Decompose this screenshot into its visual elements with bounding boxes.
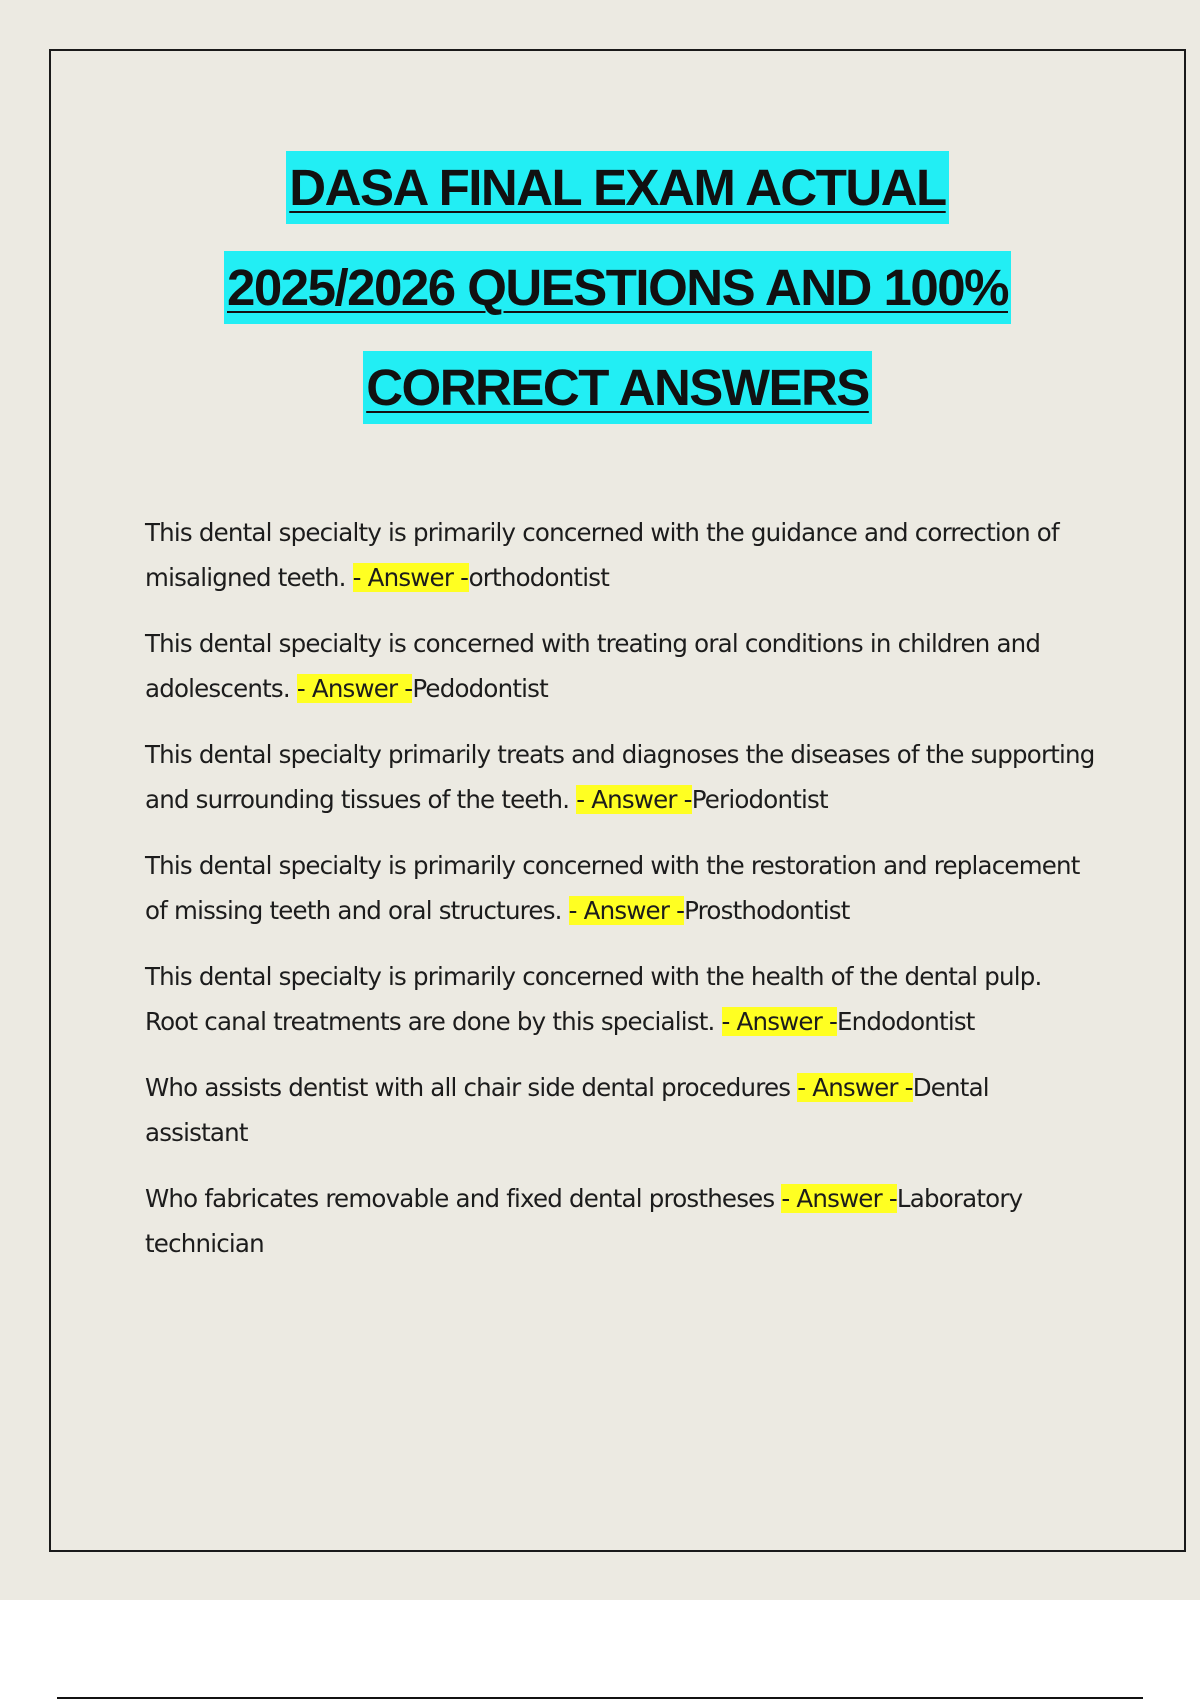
qa-item [145,510,1095,600]
answer-marker: - Answer - [576,785,692,814]
answer-text: Dental assistant [145,1073,989,1147]
answer-text: Pedodontist [412,674,548,703]
answer-text: Laboratory technician [145,1184,1023,1258]
question-text: This dental specialty is primarily concerned with the health of the dental pulp. Root canal treatments are done by this specialist. [145,962,1042,1036]
answer-text: orthodontist [468,563,610,592]
title-line-2-text: 2025/2026 QUESTIONS AND 100% [224,251,1011,324]
answer-marker: - Answer - [781,1184,897,1213]
question-text: This dental specialty primarily treats and diagnoses the diseases of the supporting and surrounding tissues of the teeth. [145,740,1095,814]
answer-marker: - Answer - [296,674,413,703]
qa-item [145,621,1095,711]
title-line-1-text: DASA FINAL EXAM ACTUAL [286,151,948,224]
qa-item [145,1176,1095,1266]
qa-item [145,954,1095,1044]
answer-marker: - Answer - [721,1007,837,1036]
question-text: This dental specialty is concerned with treating oral conditions in children and adolescents. [145,629,1041,703]
qa-item [145,732,1095,822]
question-text: Who fabricates removable and fixed dental prostheses [145,1184,782,1213]
qa-item [145,843,1095,933]
answer-marker: - Answer - [352,563,469,592]
answer-text: Endodontist [837,1007,975,1036]
document-title [49,138,1186,438]
footer-divider [57,1697,1143,1699]
title-line-3-text: CORRECT ANSWERS [363,351,872,424]
title-line-3 [49,338,1186,438]
answer-text: Prosthodontist [684,896,850,925]
answer-marker: - Answer - [797,1073,913,1102]
question-text: This dental specialty is primarily concerned with the guidance and correction of misaligned teeth. [145,518,1059,592]
answer-text: Periodontist [691,785,828,814]
title-line-1 [49,138,1186,238]
question-text: Who assists dentist with all chair side dental procedures [145,1073,798,1102]
question-text: This dental specialty is primarily concerned with the restoration and replacement of missing teeth and oral structures. [145,851,1080,925]
qa-item [145,1065,1095,1155]
title-line-2 [49,238,1186,338]
answer-marker: - Answer - [568,896,685,925]
question-answer-list [145,510,1095,1287]
